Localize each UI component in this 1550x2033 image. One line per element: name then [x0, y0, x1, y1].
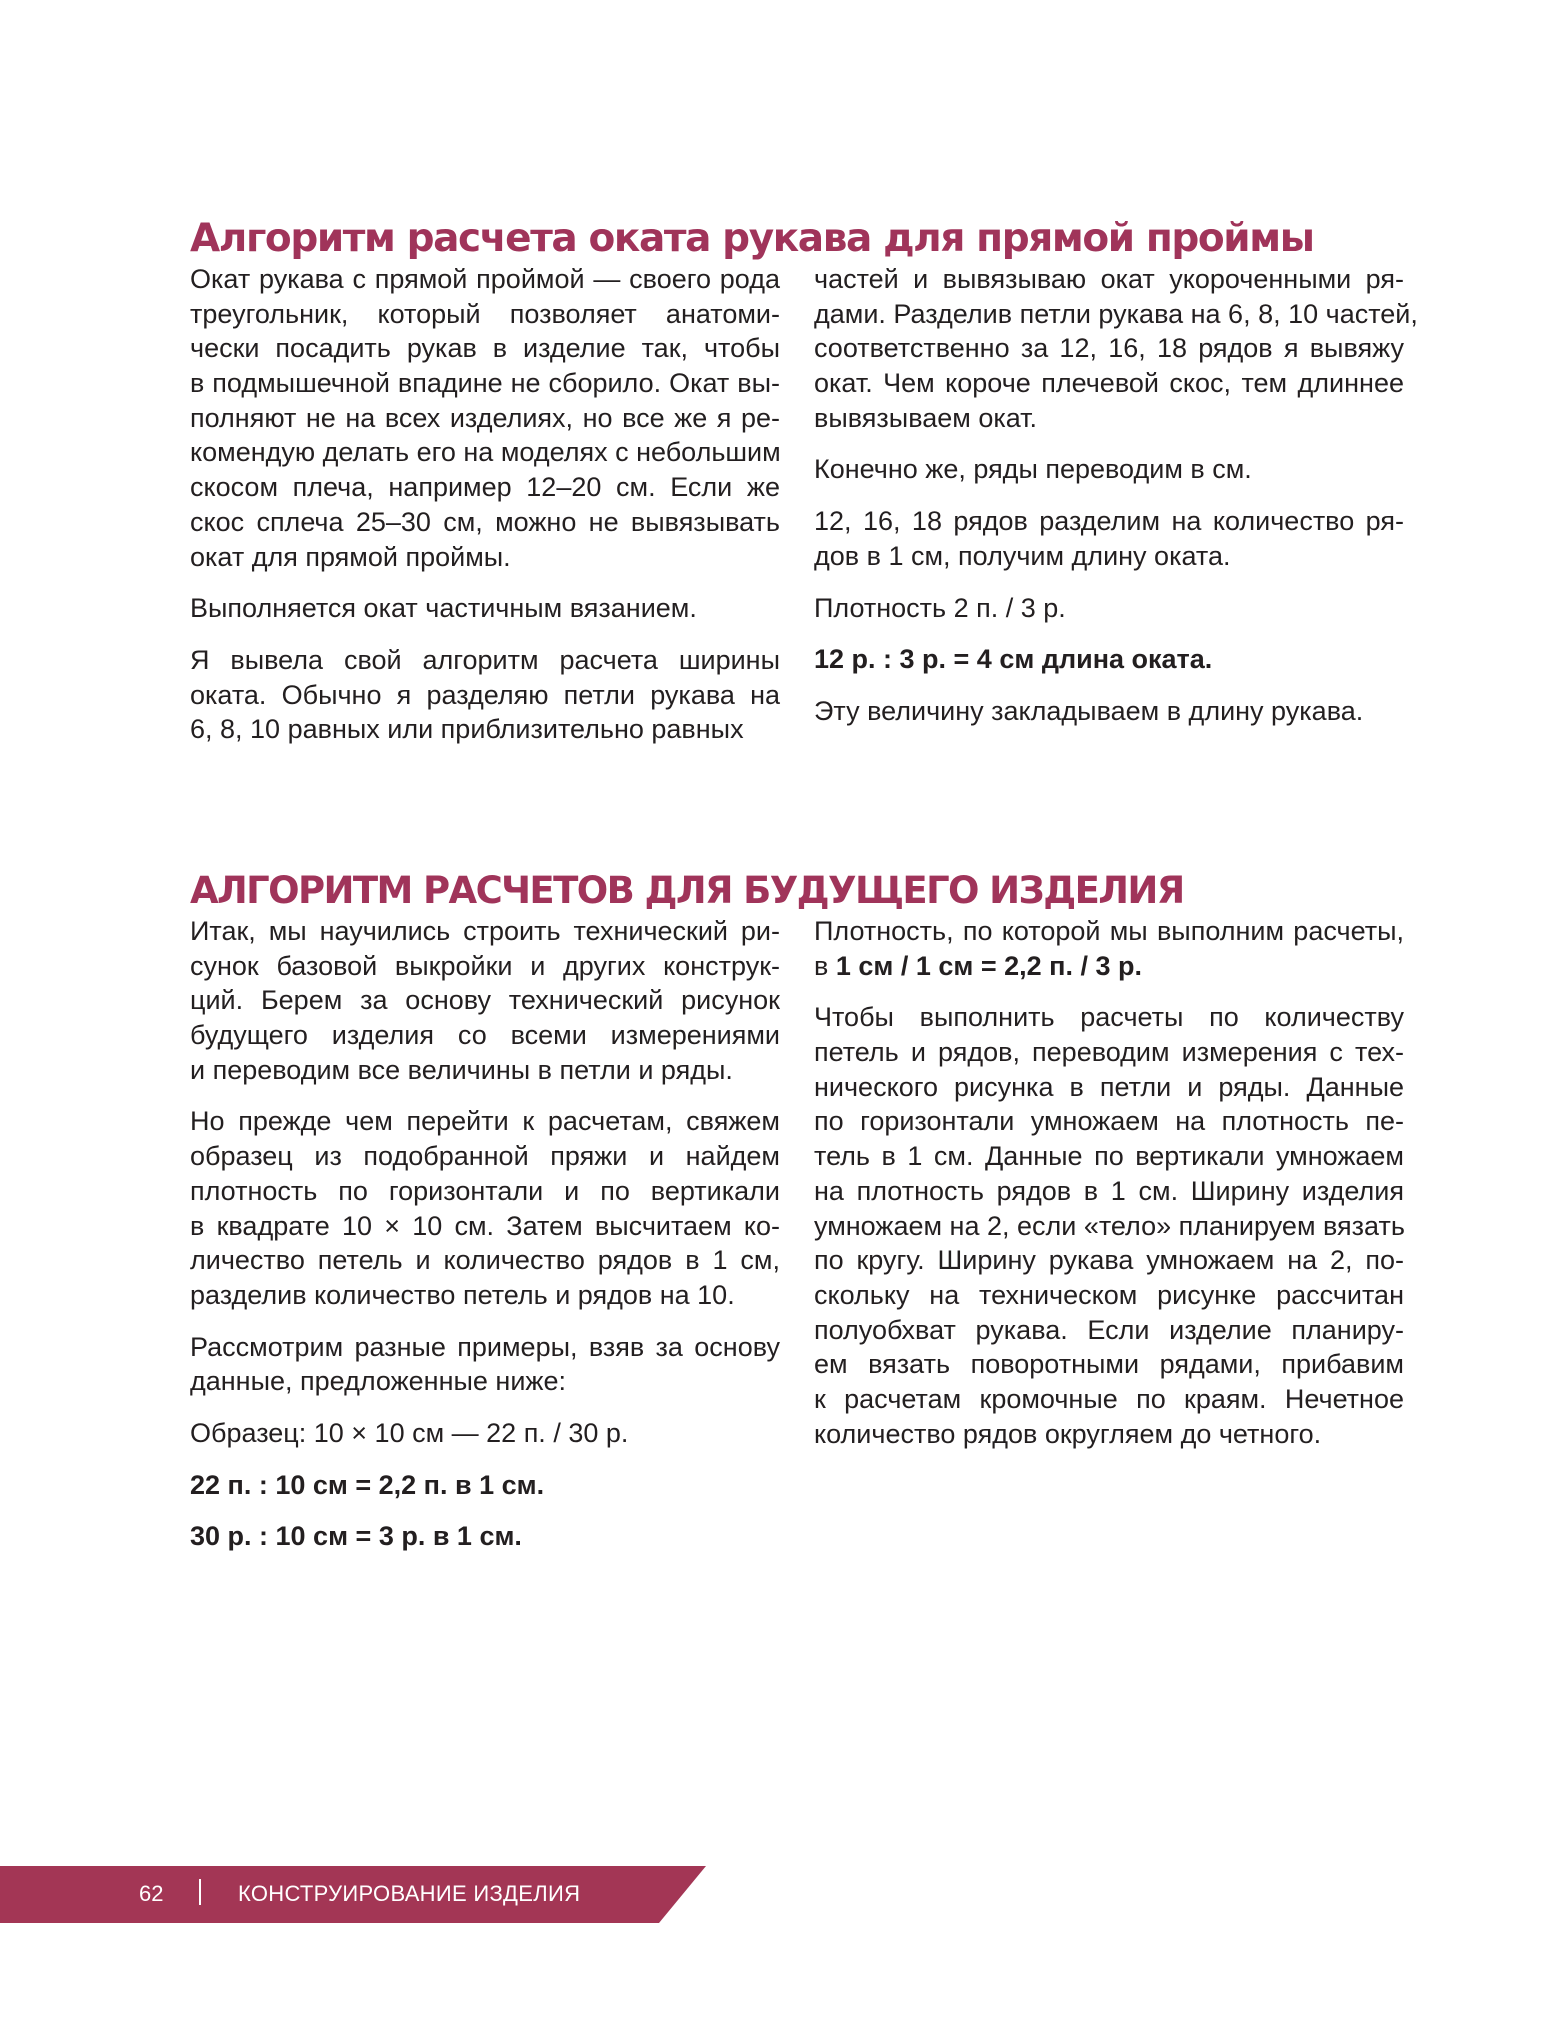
- text-line: данные, предложенные ниже:: [190, 1366, 566, 1397]
- text-line: ций. Берем за основу технический рисунок: [190, 985, 780, 1016]
- text-line: умножаем на 2, если «тело» планируем вязать: [814, 1210, 1405, 1241]
- paragraph: [814, 1000, 1404, 1451]
- section2-left-column: [190, 914, 780, 1571]
- text-line: Эту величину закладываем в длину рукава.: [814, 695, 1364, 726]
- text-line: 12, 16, 18 рядов разделим на количество ря-: [814, 506, 1404, 537]
- bold-text-line: 12 р. : 3 р. = 4 см длина оката.: [814, 644, 1213, 675]
- bold-formula: 1 см / 1 см = 2,2 п. / 3 р.: [835, 950, 1143, 981]
- text-line: полняют не на всех изделиях, но все же я ре-: [190, 402, 780, 433]
- text-line: скосом плеча, например 12–20 см. Если же: [190, 472, 780, 503]
- paragraph: [814, 914, 1404, 983]
- text-line: количество рядов округляем до четного.: [814, 1418, 1322, 1449]
- footer-separator: [199, 1879, 201, 1905]
- text-line: дами. Разделив петли рукава на 6, 8, 10 частей,: [814, 298, 1418, 329]
- text-line: образец из подобранной пряжи и найдем: [190, 1141, 780, 1172]
- chapter-title: КОНСТРУИРОВАНИЕ ИЗДЕЛИЯ: [238, 1881, 581, 1906]
- text-line: треугольник, который позволяет анатоми-: [190, 298, 780, 329]
- text-line: чески посадить рукав в изделие так, чтобы: [190, 333, 780, 364]
- text-line: дов в 1 см, получим длину оката.: [814, 540, 1231, 571]
- text-line: Конечно же, ряды переводим в см.: [814, 454, 1252, 485]
- paragraph: [814, 694, 1404, 729]
- paragraph: [190, 643, 780, 747]
- text-line: скольку на техническом рисунке рассчитан: [814, 1279, 1404, 1310]
- text-line: окат для прямой проймы.: [190, 541, 511, 572]
- text-line: оката. Обычно я разделяю петли рукава на: [190, 679, 780, 710]
- text-line: 6, 8, 10 равных или приблизительно равных: [190, 714, 744, 745]
- section1-heading: Алгоритм расчета оката рукава для прямой проймы: [190, 216, 1314, 262]
- text-line: Чтобы выполнить расчеты по количеству: [814, 1002, 1404, 1033]
- text-line: Выполняется окат частичным вязанием.: [190, 593, 697, 624]
- text-line: полуобхват рукава. Если изделие планиру-: [814, 1314, 1404, 1345]
- text-line: Я вывела свой алгоритм расчета ширины: [190, 644, 780, 675]
- section2-heading: АЛГОРИТМ РАСЧЕТОВ ДЛЯ БУДУЩЕГО ИЗДЕЛИЯ: [190, 868, 1184, 912]
- text-line: петель и рядов, переводим измерения с тех-: [814, 1037, 1404, 1068]
- paragraph: [814, 262, 1418, 435]
- text-prefix: в: [814, 950, 836, 981]
- text-line: и переводим все величины в петли и ряды.: [190, 1054, 733, 1085]
- text-line: Окат рукава с прямой проймой — своего рода: [190, 264, 780, 294]
- text-line: в квадрате 10 × 10 см. Затем высчитаем ко-: [190, 1210, 780, 1241]
- section1-right-column: [814, 262, 1418, 746]
- text-line: по кругу. Ширину рукава умножаем на 2, по-: [814, 1245, 1404, 1276]
- paragraph: [190, 262, 780, 574]
- paragraph: [814, 452, 1404, 487]
- section1-left-column: [190, 262, 780, 764]
- bold-text-line: 30 р. : 10 см = 3 р. в 1 см.: [190, 1521, 522, 1552]
- text-line: разделив количество петель и рядов на 10.: [190, 1279, 735, 1310]
- text-line: на плотность рядов в 1 см. Ширину изделия: [814, 1175, 1404, 1206]
- text-line: Но прежде чем перейти к расчетам, свяжем: [190, 1106, 780, 1137]
- text-line: Итак, мы научились строить технический ри-: [190, 916, 780, 946]
- text-line: Рассмотрим разные примеры, взяв за основу: [190, 1331, 780, 1362]
- text-line: в подмышечной впадине не сборило. Окат вы-: [190, 368, 780, 399]
- paragraph: [190, 591, 780, 626]
- text-line: тель в 1 см. Данные по вертикали умножаем: [814, 1141, 1404, 1172]
- paragraph: [814, 642, 1404, 677]
- paragraph: [814, 504, 1404, 573]
- text-line: нического рисунка в петли и ряды. Данные: [814, 1071, 1404, 1102]
- text-line: [814, 949, 1404, 984]
- paragraph: [190, 914, 780, 1087]
- paragraph: [814, 591, 1404, 626]
- text-line: вывязываем окат.: [814, 402, 1038, 433]
- text-line: скос сплеча 25–30 см, можно не вывязывать: [190, 506, 780, 537]
- text-line: личество петель и количество рядов в 1 см,: [190, 1245, 780, 1276]
- text-line: плотность по горизонтали и по вертикали: [190, 1175, 780, 1206]
- text-line: Плотность 2 п. / 3 р.: [814, 592, 1066, 623]
- paragraph: [190, 1330, 780, 1399]
- paragraph: [190, 1519, 780, 1554]
- paragraph: [190, 1416, 780, 1451]
- text-line: сунок базовой выкройки и других конструк-: [190, 950, 780, 981]
- text-line: комендую делать его на моделях с небольшим: [190, 437, 781, 468]
- text-line: Образец: 10 × 10 см — 22 п. / 30 р.: [190, 1417, 629, 1448]
- text-line: будущего изделия со всеми измерениями: [190, 1020, 780, 1051]
- text-line: к расчетам кромочные по краям. Нечетное: [814, 1383, 1404, 1414]
- text-line: соответственно за 12, 16, 18 рядов я вывяжу: [814, 333, 1404, 364]
- paragraph: [190, 1104, 780, 1312]
- text-line: частей и вывязываю окат укороченными ря-: [814, 264, 1404, 294]
- text-line: ем вязать поворотными рядами, прибавим: [814, 1349, 1404, 1380]
- bold-text-line: 22 п. : 10 см = 2,2 п. в 1 см.: [190, 1469, 545, 1500]
- text-line: окат. Чем короче плечевой скос, тем длиннее: [814, 368, 1404, 399]
- text-line: Плотность, по которой мы выполним расчеты,: [814, 916, 1404, 946]
- text-line: по горизонтали умножаем на плотность пе-: [814, 1106, 1404, 1137]
- section2-right-column: [814, 914, 1404, 1468]
- paragraph: [190, 1468, 780, 1503]
- page-number: 62: [139, 1881, 164, 1906]
